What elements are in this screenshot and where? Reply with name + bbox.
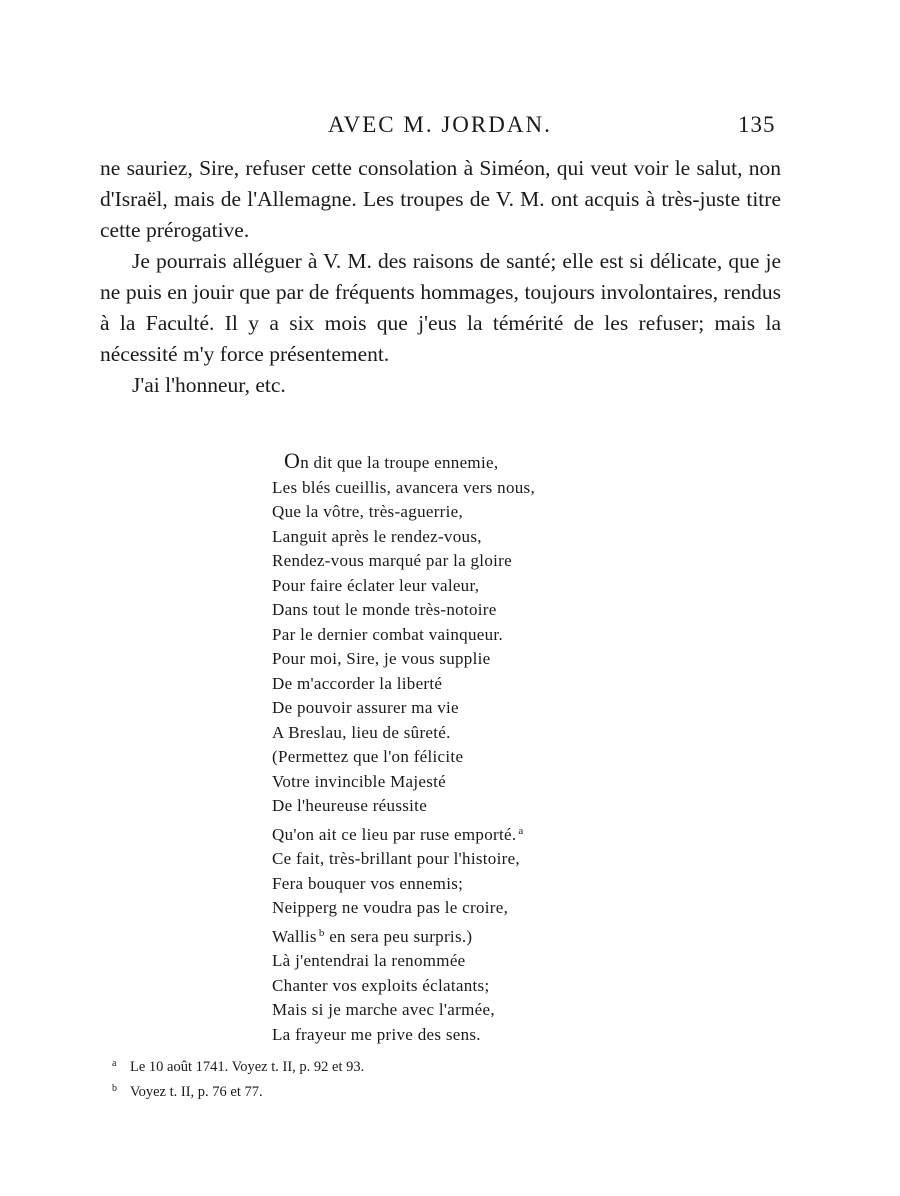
poem-verse: Chanter vos exploits éclatants;	[272, 975, 490, 995]
poem-verse: A Breslau, lieu de sûreté.	[272, 722, 451, 742]
page-number: 135	[738, 112, 776, 137]
paragraph: Je pourrais alléguer à V. M. des raisons de santé; elle est si délicate, que je ne puis en jouir que par de fréquents hommages, toujours involontaires, rendus à la Faculté. Il y a six mois que j'eus la témérité de les refuser; mais la nécessité m'y force présentement.	[100, 249, 781, 366]
poem-verse	[284, 449, 535, 476]
poem	[272, 449, 535, 1047]
closing-formula: J'ai l'honneur, etc.	[132, 373, 286, 397]
initial-letter: O	[284, 448, 301, 473]
poem-verse: Dans tout le monde très-notoire	[272, 600, 497, 619]
poem-verse: Mais si je marche avec l'armée,	[272, 1000, 495, 1019]
poem-verse: Neipperg ne voudra pas le croire,	[272, 898, 509, 917]
poem-verse: Fera bouquer vos ennemis;	[272, 873, 464, 893]
poem-verse: Languit après le rendez-vous,	[272, 526, 482, 546]
poem-verse: Pour moi, Sire, je vous supplie	[272, 649, 491, 668]
paragraph: ne sauriez, Sire, refuser cette consolation à Siméon, qui veut voir le salut, non d'Israël, mais de l'Allemagne. Les troupes de V. M. ont acquis à très-juste titre cette prérogative.	[100, 156, 781, 242]
footnote-marker: a	[112, 1058, 117, 1069]
poem-verse: (Permettez que l'on félicite	[272, 747, 464, 766]
footnote-marker: b	[112, 1083, 117, 1094]
poem-verse: La frayeur me prive des sens.	[272, 1024, 481, 1044]
footnotes	[112, 1053, 364, 1103]
poem-verse: Que la vôtre, très-aguerrie,	[272, 502, 464, 521]
footnote-text: Le 10 août 1741. Voyez t. II, p. 92 et 93.	[130, 1059, 365, 1075]
poem-verse: Rendez-vous marqué par la gloire	[272, 551, 512, 570]
verse-text: n dit que la troupe ennemie,	[300, 453, 499, 472]
poem-verse	[272, 819, 535, 848]
poem-verse	[272, 921, 535, 950]
poem-verse: Les blés cueillis, avancera vers nous,	[272, 477, 536, 497]
footnote-ref-b[interactable]: b	[318, 926, 325, 939]
verse-text: Qu'on ait ce lieu par ruse emporté.	[272, 824, 517, 844]
footnote-ref-a[interactable]: a	[518, 824, 524, 837]
poem-verse: De l'heureuse réussite	[272, 796, 428, 815]
footnote-a	[112, 1053, 364, 1078]
poem-verse: Ce fait, très-brillant pour l'histoire,	[272, 849, 520, 868]
running-head	[0, 112, 900, 142]
poem-verse: Votre invincible Majesté	[272, 771, 447, 791]
letter-prose	[100, 153, 781, 401]
poem-verse: Pour faire éclater leur valeur,	[272, 575, 480, 595]
running-title: AVEC M. JORDAN.	[328, 112, 552, 137]
poem-verse: De m'accorder la liberté	[272, 673, 443, 693]
poem-verse: De pouvoir assurer ma vie	[272, 698, 459, 717]
footnote-b	[112, 1078, 364, 1103]
poem-verse: Là j'entendrai la renommée	[272, 951, 466, 970]
verse-text: en sera peu surpris.)	[324, 926, 473, 946]
verse-text: Wallis	[272, 926, 317, 946]
footnote-text: Voyez t. II, p. 76 et 77.	[130, 1084, 263, 1100]
poem-verse: Par le dernier combat vainqueur.	[272, 624, 503, 644]
